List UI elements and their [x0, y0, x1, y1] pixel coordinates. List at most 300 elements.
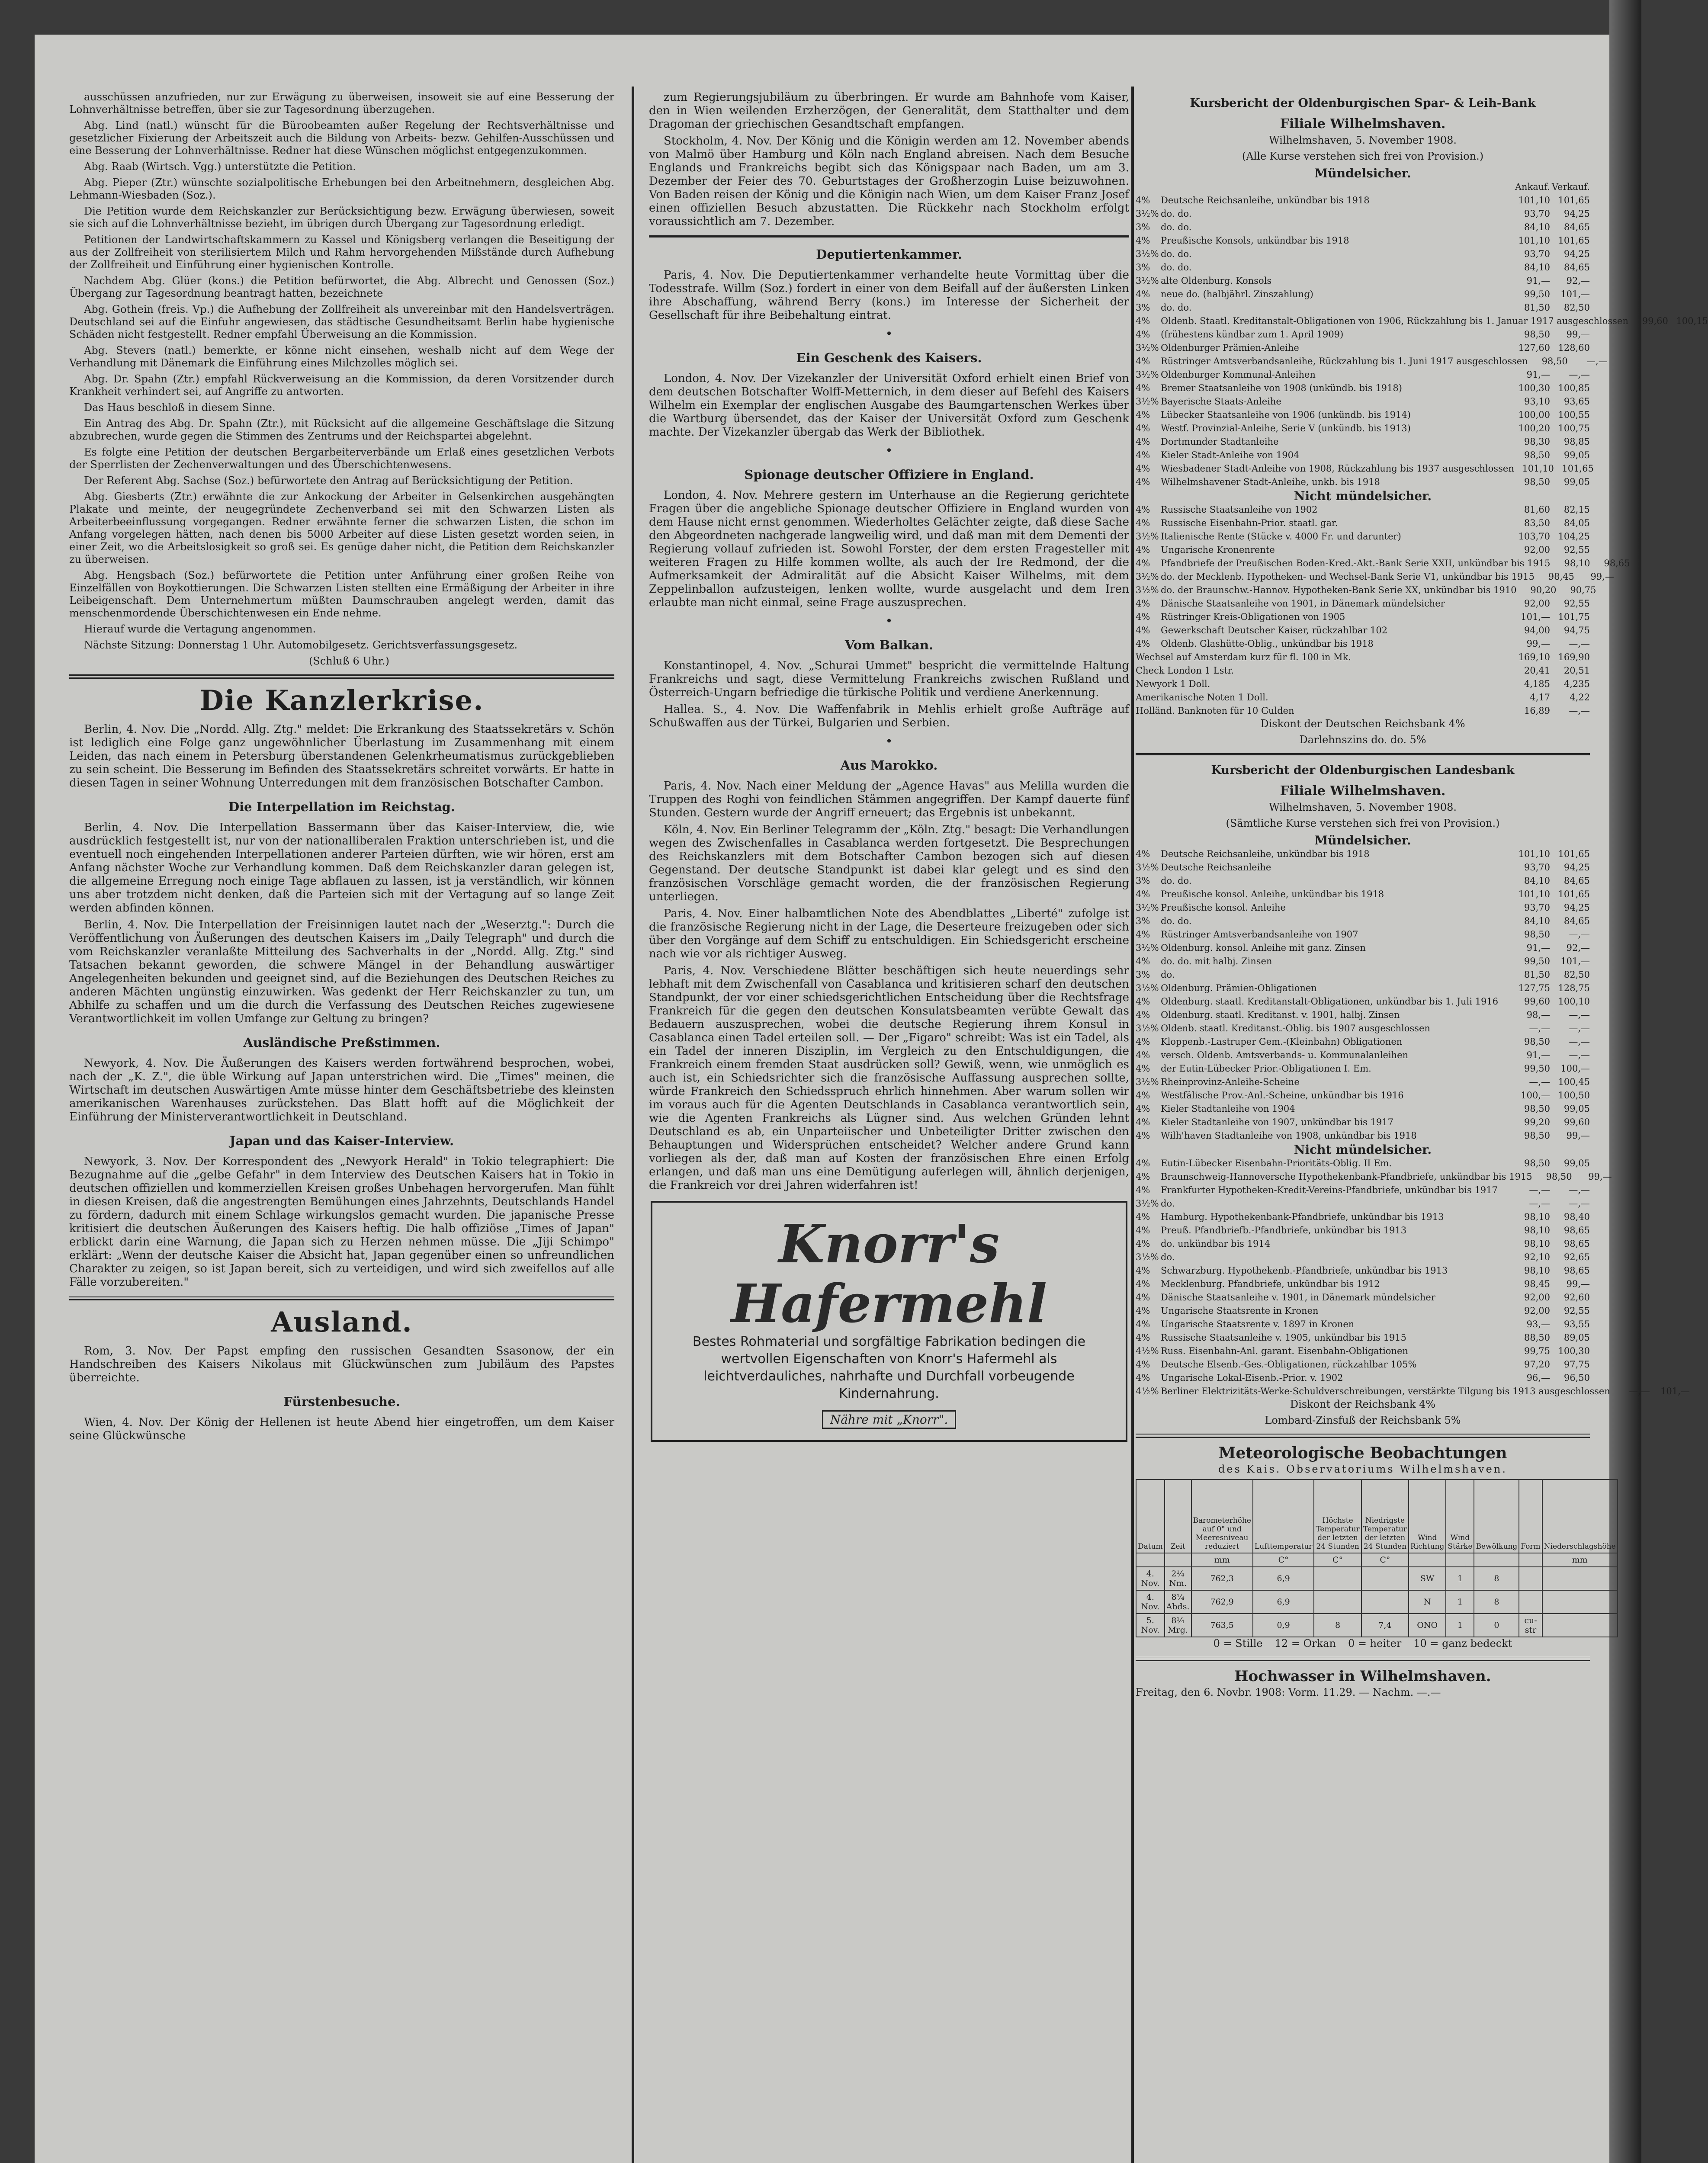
- article-paragraph: zum Regierungsjubiläum zu überbringen. Er wurde am Bahnhofe vom Kaiser, den in Wien weilenden Erzherzögen, der Generalität, dem Statthalter und dem Dragoman der griechischen Gesandtschaft empfangen.: [649, 91, 1129, 131]
- met-cell: cu-str: [1519, 1614, 1542, 1637]
- kurs-row: [1136, 968, 1590, 982]
- kurs-row: [1136, 395, 1590, 408]
- kurs-ankauf: 98,50: [1524, 1104, 1550, 1114]
- kurs-ankauf: 99,75: [1524, 1346, 1550, 1356]
- article-paragraph: Abg. Raab (Wirtsch. Vgg.) unterstützte die Petition.: [84, 160, 356, 173]
- met-header-cell: Niederschlagshöhe: [1542, 1479, 1618, 1553]
- kurs-ankauf: 98,50: [1524, 1158, 1550, 1168]
- kurs-ankauf: 4,185: [1524, 679, 1550, 689]
- ankauf-header: Ankauf.: [1515, 182, 1550, 192]
- kurs-rate: 4%: [1136, 235, 1150, 246]
- kurs-name: Braunschweig-Hannoversche Hypothekenbank-Pfandbriefe, unkündbar bis 1915: [1161, 1171, 1532, 1182]
- kurs-name: der Eutin-Lübecker Prior.-Obligationen I. Em.: [1161, 1063, 1371, 1074]
- subheading: Japan und das Kaiser-Interview.: [229, 1133, 454, 1148]
- kurs-name: do. der Braunschw.-Hannov. Hypotheken-Bank Serie XX, unkündbar bis 1910: [1161, 585, 1517, 595]
- kurs-verkauf: 84,65: [1564, 876, 1590, 886]
- met-cell: 8¼ Mrg.: [1165, 1614, 1191, 1637]
- article-paragraph: Rom, 3. Nov. Der Papst empfing den russischen Gesandten Ssasonow, der ein Handschreiben des Kaisers Nikolaus mit Glückwünschen zum Jubiläum des Papstes überreichte.: [69, 1345, 614, 1384]
- kurs-ankauf: 81,50: [1524, 302, 1550, 313]
- kurs-rate: 3½%: [1136, 209, 1159, 219]
- met-cell: [1519, 1567, 1542, 1590]
- met-header-cell: Wind Richtung: [1409, 1479, 1446, 1553]
- kurs-rate: 4%: [1136, 450, 1150, 460]
- kurs-name: do. unkündbar bis 1914: [1161, 1239, 1271, 1249]
- kurs-rate: 4%: [1136, 436, 1150, 447]
- kurs-ankauf: —,—: [1529, 1198, 1550, 1209]
- ornament-dot: •: [885, 443, 893, 458]
- kurs-ankauf: —,—: [1629, 1386, 1650, 1396]
- kurs-row: [1136, 1304, 1590, 1318]
- kurs-ankauf: 92,00: [1524, 1292, 1550, 1303]
- kurs-name: Frankfurter Hypotheken-Kredit-Vereins-Pfandbriefe, unkündbar bis 1917: [1161, 1185, 1498, 1195]
- kurs-row: [1136, 1277, 1590, 1291]
- hochwasser-text: Freitag, den 6. Novbr. 1908: Vorm. 11.29. — Nachm. —.—: [1136, 1686, 1441, 1698]
- kurs-name: Wilh'haven Stadtanleihe von 1908, unkündbar bis 1918: [1161, 1130, 1417, 1141]
- kurs-ankauf: 99,60: [1642, 316, 1668, 326]
- lombard-line: Lombard-Zinsfuß der Reichsbank 5%: [1265, 1414, 1461, 1426]
- kurs-row: [1136, 1385, 1690, 1398]
- met-cell: [1314, 1590, 1361, 1614]
- kurs-ankauf: 101,10: [1518, 235, 1550, 246]
- kurs-row: [1136, 1184, 1590, 1197]
- kurs-ankauf: 93,70: [1524, 862, 1550, 873]
- met-unit-cell: [1474, 1553, 1519, 1567]
- kursbericht-1-branch: Filiale Wilhelmshaven.: [1280, 116, 1446, 132]
- kurs-row: [1136, 341, 1590, 355]
- meteorology-header-row: [1136, 1479, 1618, 1553]
- kurs-verkauf: 4,235: [1564, 679, 1590, 689]
- kurs-name: Westfälische Prov.-Anl.-Scheine, unkündbar bis 1916: [1161, 1090, 1404, 1101]
- ornament-dot: •: [885, 327, 893, 341]
- met-header-cell: Wind Stärke: [1446, 1479, 1474, 1553]
- kurs-verkauf: 99,—: [1590, 571, 1614, 582]
- met-legend-item: 10 = ganz bedeckt: [1413, 1637, 1512, 1650]
- met-unit-cell: C°: [1361, 1553, 1409, 1567]
- kurs-ankauf: 98,50: [1546, 1171, 1572, 1182]
- kurs-row: [1136, 221, 1590, 234]
- subheading: Ein Geschenk des Kaisers.: [796, 350, 982, 365]
- kurs-name: Rheinprovinz-Anleihe-Scheine: [1161, 1077, 1300, 1087]
- kurs-ankauf: 92,00: [1524, 545, 1550, 555]
- kurs-name: Gewerkschaft Deutscher Kaiser, rückzahlbar 102: [1161, 625, 1388, 635]
- article-paragraph: ausschüssen anzufrieden, nur zur Erwägung zu überweisen, insoweit sie auf eine Besserung der Lohnverhältnisse betreffen, über sie zur Tagesordnung überzugehen.: [69, 91, 614, 116]
- kurs-row: [1136, 247, 1590, 261]
- kurs-rate: 3%: [1136, 302, 1150, 313]
- kurs-row: [1136, 382, 1590, 395]
- kurs-verkauf: 93,55: [1564, 1319, 1590, 1329]
- kurs-verkauf: 98,40: [1564, 1212, 1590, 1222]
- kurs-rate: 4%: [1136, 1225, 1150, 1236]
- kurs-ankauf: 84,10: [1524, 222, 1550, 232]
- kurs-rate: 4%: [1136, 195, 1150, 205]
- kurs-name: Deutsche Reichsanleihe, unkündbar bis 1918: [1161, 849, 1370, 859]
- kurs-verkauf: 92,55: [1564, 598, 1590, 609]
- kurs-name: Russ. Eisenbahn-Anl. garant. Eisenbahn-Obligationen: [1161, 1346, 1408, 1356]
- kurs-rate: 4%: [1136, 316, 1150, 326]
- kurs-row: [1136, 955, 1590, 968]
- kurs-rate: 4%: [1136, 1104, 1150, 1114]
- kurs-name: Bayerische Staats-Anleihe: [1161, 396, 1281, 407]
- kurs-row: [1136, 928, 1590, 941]
- kurs-verkauf: 99,—: [1566, 1279, 1590, 1289]
- kurs-verkauf: 82,15: [1564, 504, 1590, 515]
- kursbericht-2-note: (Sämtliche Kurse verstehen sich frei von Provision.): [1226, 817, 1500, 829]
- kurs-name: Pfandbriefe der Preußischen Boden-Kred.-Akt.-Bank Serie XXII, unkündbar bis 1915: [1161, 558, 1551, 568]
- kurs-ankauf: 98,10: [1524, 1212, 1550, 1222]
- article-paragraph: London, 4. Nov. Der Vizekanzler der Universität Oxford erhielt einen Brief von dem deutschen Botschafter Wolff-Metternich, in dem dieser auf Befehl des Kaisers Wilhelm ein Exemplar der englischen Ausgabe des Baumgartenschen Werkes über die Wartburg übersendet, das der Kaiser der Universität Oxford zum Geschenk machte. Der Vizekanzler übergab das Werk der Bibliothek.: [649, 372, 1129, 439]
- kurs-ankauf: 93,70: [1524, 902, 1550, 913]
- kurs-verkauf: 90,75: [1570, 585, 1596, 595]
- kurs-name: Oldenb. staatl. Kreditanst.-Oblig. bis 1907 ausgeschlossen: [1161, 1023, 1430, 1033]
- kurs-rate: 4%: [1136, 849, 1150, 859]
- kurs-verkauf: 84,65: [1564, 916, 1590, 926]
- article-paragraph: Petitionen der Landwirtschaftskammern zu Kassel und Königsberg verlangen die Beseitigung der aus der Zollfreiheit von sterilisiertem Milch und Rahm hervorgehenden Mißstände durch Aufhebung der Zollfreiheit und Einführung einer hygienischen Kontrolle.: [69, 234, 614, 271]
- kurs-rate: 3½%: [1136, 276, 1159, 286]
- kurs-verkauf: 20,51: [1564, 665, 1590, 676]
- kurs-name: Dänische Staatsanleihe von 1901, in Dänemark mündelsicher: [1161, 598, 1445, 609]
- kurs-row: [1136, 194, 1590, 207]
- kurs-verkauf: 101,65: [1558, 889, 1590, 899]
- kurs-row: [1136, 1062, 1590, 1075]
- kurs-name: do.: [1161, 1198, 1175, 1209]
- meteorology-table: [1136, 1479, 1618, 1637]
- kurs-ankauf: 94,00: [1524, 625, 1550, 635]
- kurs-ankauf: 99,50: [1524, 1063, 1550, 1074]
- wechsel-table: [1136, 651, 1590, 718]
- kurs-rate: 4%: [1136, 1332, 1150, 1343]
- kurs-name: (frühestens kündbar zum 1. April 1909): [1161, 329, 1344, 340]
- kurs-ankauf: 81,60: [1524, 504, 1550, 515]
- kurs-rate: 4%: [1136, 956, 1150, 966]
- met-cell: 4. Nov.: [1136, 1567, 1165, 1590]
- kurs-row: [1136, 995, 1590, 1008]
- kursbericht-1-note: (Alle Kurse verstehen sich frei von Provision.): [1242, 150, 1484, 162]
- kurs-verkauf: —,—: [1569, 1185, 1590, 1195]
- article-paragraph: Der Referent Abg. Sachse (Soz.) befürwortete den Antrag auf Berücksichtigung der Petition.: [84, 475, 573, 487]
- met-header-cell: Höchste Temperatur der letzten 24 Stunden: [1314, 1479, 1361, 1553]
- kurs-ankauf: 100,20: [1518, 423, 1550, 433]
- meteorology-subtitle: des Kais. Observatoriums Wilhelmshaven.: [1218, 1463, 1507, 1475]
- kurs-rate: 4%: [1136, 558, 1150, 568]
- kurs-ankauf: 103,70: [1518, 531, 1550, 542]
- kurs-name: Bremer Staatsanleihe von 1908 (unkündb. bis 1918): [1161, 383, 1402, 393]
- kurs-name: Rüstringer Amtsverbandsanleihe von 1907: [1161, 929, 1358, 940]
- kurs-row: [1136, 207, 1590, 221]
- article-paragraph: Ein Antrag des Abg. Dr. Spahn (Ztr.), mit Rücksicht auf die allgemeine Geschäftslage die Sitzung abzubrechen, wurde gegen die Stimmen des Zentrums und der Reichspartei abgelehnt.: [69, 417, 614, 442]
- kursbericht-2-date: Wilhelmshaven, 5. November 1908.: [1268, 801, 1457, 813]
- met-unit-cell: mm: [1542, 1553, 1618, 1567]
- kurs-rate: 3½%: [1136, 943, 1159, 953]
- met-unit-cell: [1446, 1553, 1474, 1567]
- kurs-rate: 4%: [1136, 289, 1150, 299]
- kursbericht-1-date: Wilhelmshaven, 5. November 1908.: [1268, 134, 1457, 146]
- kurs-name: versch. Oldenb. Amtsverbands- u. Kommunalanleihen: [1161, 1050, 1409, 1060]
- kurs-ankauf: 100,00: [1518, 410, 1550, 420]
- kurs-row: [1136, 1102, 1590, 1116]
- kurs-name: Eutin-Lübecker Eisenbahn-Prioritäts-Oblig. II Em.: [1161, 1158, 1392, 1168]
- kurs-rate: 3½%: [1136, 571, 1159, 582]
- kurs-ankauf: 101,10: [1518, 195, 1550, 205]
- met-cell: 8: [1314, 1614, 1361, 1637]
- kurs-ankauf: 92,10: [1524, 1252, 1550, 1262]
- met-cell: 762,9: [1191, 1590, 1253, 1614]
- kurs-ankauf: —,—: [1529, 1185, 1550, 1195]
- kurs-ankauf: 101,—: [1521, 612, 1550, 622]
- kurs-verkauf: 100,—: [1560, 1063, 1590, 1074]
- kurs-verkauf: 99,05: [1564, 1158, 1590, 1168]
- article-paragraph: Konstantinopel, 4. Nov. „Schurai Ummet" bespricht die vermittelnde Haltung Frankreichs und sagt, diese Vermittelung Frankreichs zwischen Rußland und Österreich-Ungarn befriedige die türkische Politik und verdiene Anerkennung.: [649, 659, 1129, 699]
- article-paragraph: Hierauf wurde die Vertagung angenommen.: [84, 623, 316, 635]
- met-cell: SW: [1409, 1567, 1446, 1590]
- kurs-row: [1136, 1049, 1590, 1062]
- met-cell: [1542, 1590, 1618, 1614]
- kurs-verkauf: 92,—: [1566, 276, 1590, 286]
- article-paragraph: Berlin, 4. Nov. Die „Nordd. Allg. Ztg." meldet: Die Erkrankung des Staatssekretärs v. Schön ist lediglich eine Folge ganz ungewöhnlicher Überlastung im Zusammenhang mit einem Leiden, das nach einem in Petersburg überstandenen Gelenkrheumatismus zurückgeblieben zu sein scheint. Die Besserung im Befinden des Staatssekretärs schreitet vorwärts. Er hatte in diesen Tagen in seiner Wohnung Unterredungen mit dem französischen Botschafter Cambon.: [69, 723, 614, 789]
- kurs-verkauf: 99,—: [1588, 1171, 1612, 1182]
- kurs-row: [1136, 861, 1590, 874]
- kurs-ankauf: 84,10: [1524, 876, 1550, 886]
- article-paragraph: Das Haus beschloß in diesem Sinne.: [84, 401, 276, 414]
- kurs-ankauf: 84,10: [1524, 262, 1550, 273]
- kurs-rate: 4%: [1136, 1212, 1150, 1222]
- kurs-verkauf: 98,65: [1564, 1225, 1590, 1236]
- kurs-name: Rüstringer Amtsverbandsanleihe, Rückzahlung bis 1. Juni 1917 ausgeschlossen: [1161, 356, 1528, 366]
- kurs-verkauf: 84,65: [1564, 222, 1590, 232]
- kurs-rate: 4%: [1136, 612, 1150, 622]
- kurs-rate: 3%: [1136, 222, 1150, 232]
- kurs-verkauf: 101,65: [1558, 235, 1590, 246]
- kurs-name: Wilhelmshavener Stadt-Anleihe, unkb. bis 1918: [1161, 477, 1380, 487]
- kurs-row: [1136, 651, 1590, 664]
- kurs-verkauf: 101,—: [1660, 1386, 1690, 1396]
- kurs-name: do. do. mit halbj. Zinsen: [1161, 956, 1272, 966]
- kurs-rate: 4%: [1136, 410, 1150, 420]
- kurs-verkauf: 100,10: [1558, 996, 1590, 1007]
- kurs-ankauf: 88,50: [1524, 1332, 1550, 1343]
- kurs-rate: 4%: [1136, 1279, 1150, 1289]
- kurs-verkauf: 101,75: [1558, 612, 1590, 622]
- kurs-verkauf: 100,55: [1558, 410, 1590, 420]
- kurs-row: [1136, 530, 1590, 543]
- article-paragraph: Stockholm, 4. Nov. Der König und die Königin werden am 12. November abends von Malmö über Hamburg und Köln nach England abreisen. Nach dem Besuche Englands und Frankreichs begibt sich das Königspaar nach Baden, um am 3. Dezember der Feier des 70. Geburtstages der Großherzogin Luise beizuwohnen. Von Baden reisen der König und die Königin nach Wien, um dem Kaiser Franz Josef einen offiziellen Besuch abzustatten. Die Rückkehr nach Stockholm erfolgt voraussichtlich am 7. Dezember.: [649, 135, 1129, 228]
- kurs-row: [1136, 874, 1590, 888]
- kurs-name: Lübecker Staatsanleihe von 1906 (unkündb. bis 1914): [1161, 410, 1411, 420]
- kurs-name: Oldenburg. konsol. Anleihe mit ganz. Zinsen: [1161, 943, 1366, 953]
- kurs-name: Dänische Staatsanleihe v. 1901, in Dänemark mündelsicher: [1161, 1292, 1435, 1303]
- kurs-verkauf: 101,65: [1558, 849, 1590, 859]
- kurs-row: [1136, 610, 1590, 624]
- nicht-muendelsicher-heading: Nicht mündelsicher.: [1294, 1142, 1432, 1157]
- kurs-name: Amerikanische Noten 1 Doll.: [1136, 692, 1268, 703]
- met-cell: 8: [1474, 1567, 1519, 1590]
- kurs-ankauf: 83,50: [1524, 518, 1550, 528]
- kurs-row: [1136, 1035, 1590, 1049]
- kurs-name: Kloppenb.-Lastruper Gem.-(Kleinbahn) Obligationen: [1161, 1037, 1403, 1047]
- kurs-verkauf: 100,15: [1676, 316, 1708, 326]
- ornament-dot: •: [885, 614, 893, 628]
- met-row: [1136, 1567, 1618, 1590]
- kurs-row: [1136, 888, 1590, 901]
- kurs-row: [1136, 301, 1590, 315]
- kurs-rate: 4%: [1136, 1319, 1150, 1329]
- muendelsicher-heading: Mündelsicher.: [1314, 833, 1411, 847]
- met-cell: 2¼ Nm.: [1165, 1567, 1191, 1590]
- met-cell: 8¼ Abds.: [1165, 1590, 1191, 1614]
- kurs-row: [1136, 288, 1590, 301]
- kurs-row: [1136, 408, 1590, 422]
- kurs-ankauf: 98,10: [1524, 1239, 1550, 1249]
- headline-ausland: Ausland.: [271, 1306, 413, 1338]
- kurs-name: Russische Staatsanleihe von 1902: [1161, 504, 1318, 515]
- column-rule: [1131, 87, 1134, 2163]
- kurs-ankauf: 99,60: [1524, 996, 1550, 1007]
- kurs-ankauf: —,—: [1529, 1023, 1550, 1033]
- kurs-rate: 4%: [1136, 625, 1150, 635]
- kurs-name: Kieler Stadtanleihe von 1907, unkündbar bis 1917: [1161, 1117, 1393, 1127]
- kurs-verkauf: —,—: [1569, 369, 1590, 380]
- article-paragraph: Abg. Giesberts (Ztr.) erwähnte die zur Ankockung der Arbeiter in Gelsenkirchen ausgehängten Plakate und meinte, der neugegründete Zechenverband sei mit den Schwarzen Listen als Arbeiterbeeinflussung vorgegangen. Redner erwähnte ferner die schwarzen Listen, die schon im Anfang vorgelegen hätten, nach denen bis 5000 Arbeiter auf diese Listen gesetzt worden seien, in einer Zeit, wo die Arbeitslosigkeit so groß sei. Es genüge daher nicht, die Petition dem Reichskanzler zu überweisen.: [69, 491, 614, 565]
- kurs-row: [1136, 503, 1590, 517]
- kurs-verkauf: —,—: [1569, 639, 1590, 649]
- kurs-rate: 4%: [1136, 1373, 1150, 1383]
- kursbericht-2-branch: Filiale Wilhelmshaven.: [1280, 783, 1446, 799]
- kurs-name: Wechsel auf Amsterdam kurz für fl. 100 in Mk.: [1136, 652, 1351, 662]
- kurs-row: [1136, 624, 1590, 637]
- kurs-ankauf: 98,10: [1524, 1225, 1550, 1236]
- kurs-ankauf: 91,—: [1526, 1050, 1550, 1060]
- kurs-verkauf: 100,75: [1558, 423, 1590, 433]
- kurs-row: [1136, 328, 1590, 341]
- kurs-row: [1136, 847, 1590, 861]
- kurs-verkauf: —,—: [1569, 1037, 1590, 1047]
- article-paragraph: Hallea. S., 4. Nov. Die Waffenfabrik in Mehlis erhielt große Aufträge auf Schußwaffen aus der Türkei, Bulgarien und Serbien.: [649, 703, 1129, 729]
- kurs-rate: 4%: [1136, 383, 1150, 393]
- kurs-rate: 4%: [1136, 1117, 1150, 1127]
- kurs-name: Kieler Stadtanleihe von 1904: [1161, 1104, 1295, 1114]
- kurs-verkauf: 99,05: [1564, 1104, 1590, 1114]
- column-3: [1136, 91, 1708, 2163]
- kurs-name: Westf. Provinzial-Anleihe, Serie V (unkündb. bis 1913): [1161, 423, 1411, 433]
- kurs-row: [1136, 570, 1614, 584]
- kurs-verkauf: 98,65: [1564, 1239, 1590, 1249]
- kurs-ankauf: 98,50: [1524, 929, 1550, 940]
- kurs-name: Oldenburg. staatl. Kreditanstalt-Obligationen, unkündbar bis 1. Juli 1916: [1161, 996, 1499, 1007]
- met-header-cell: Barometerhöhe auf 0° und Meeresniveau reduziert: [1191, 1479, 1253, 1553]
- kurs-verkauf: 99,05: [1564, 477, 1590, 487]
- kurs-rate: 4%: [1136, 1306, 1150, 1316]
- kurs-ankauf: 92,00: [1524, 598, 1550, 609]
- met-unit-cell: mm: [1191, 1553, 1253, 1567]
- kurs-row: [1136, 1197, 1590, 1210]
- muendelsicher-heading: Mündelsicher.: [1314, 166, 1411, 180]
- kurs-name: Hamburg. Hypothekenbank-Pfandbriefe, unkündbar bis 1913: [1161, 1212, 1444, 1222]
- kurs-name: Oldenb. Glashütte-Oblig., unkündbar bis 1918: [1161, 639, 1374, 649]
- kurs-name: neue do. (halbjährl. Zinszahlung): [1161, 289, 1313, 299]
- ornament-dot: •: [885, 734, 893, 748]
- kurs-rate: 3½%: [1136, 531, 1159, 542]
- kurs-name: Ungarische Lokal-Eisenb.-Prior. v. 1902: [1161, 1373, 1343, 1383]
- subheading: Deputiertenkammer.: [816, 247, 962, 262]
- kurs-rate: 3½%: [1136, 1252, 1159, 1262]
- kurs-name: do. der Mecklenb. Hypotheken- und Wechsel-Bank Serie V1, unkündbar bis 1915: [1161, 571, 1535, 582]
- kurs-name: do. do.: [1161, 302, 1192, 313]
- kurs-name: Russische Eisenbahn-Prior. staatl. gar.: [1161, 518, 1338, 528]
- met-header-cell: Lufttemperatur: [1253, 1479, 1314, 1553]
- kurs-ankauf: 90,20: [1530, 585, 1557, 595]
- headline-kanzlerkrise: Die Kanzlerkrise.: [199, 684, 484, 717]
- kurs-rate: 4%: [1136, 929, 1150, 940]
- kurs-name: do. do.: [1161, 249, 1192, 259]
- kurs-name: Newyork 1 Doll.: [1136, 679, 1210, 689]
- section-divider: [1136, 1657, 1590, 1661]
- article-paragraph: Paris, 4. Nov. Einer halbamtlichen Note des Abendblattes „Liberté" zufolge ist die französische Regierung nicht in der Lage, die Deserteure freizugeben oder sich über den Vorgänge auf dem Schiff zu entschuldigen. Ein Schiedsgericht erscheine nach wie vor als richtiger Ausweg.: [649, 907, 1129, 960]
- kurs-ankauf: 91,—: [1526, 369, 1550, 380]
- subheading: Fürstenbesuche.: [283, 1394, 400, 1409]
- kurs-ankauf: 99,—: [1526, 639, 1550, 649]
- kurs-row: [1136, 901, 1590, 915]
- kurs-rate: 3½%: [1136, 902, 1159, 913]
- met-cell: 0,9: [1253, 1614, 1314, 1637]
- kurs-ankauf: 127,60: [1518, 343, 1550, 353]
- kurs-ankauf: 93,70: [1524, 209, 1550, 219]
- kurs-verkauf: —,—: [1569, 1198, 1590, 1209]
- kurs-name: Oldenburg. staatl. Kreditanst. v. 1901, halbj. Zinsen: [1161, 1010, 1400, 1020]
- met-cell: 6,9: [1253, 1567, 1314, 1590]
- kurs-row: [1136, 1022, 1590, 1035]
- kurs-ankauf: 100,30: [1518, 383, 1550, 393]
- kurs-verkauf: 94,25: [1564, 249, 1590, 259]
- kurs-rate: 3½%: [1136, 585, 1159, 595]
- kursbericht-2-table-2: [1136, 1157, 1690, 1398]
- kurs-verkauf: 99,60: [1564, 1117, 1590, 1127]
- met-cell: 1: [1446, 1590, 1474, 1614]
- kurs-name: do.: [1161, 969, 1175, 980]
- kurs-rate: 4½%: [1136, 1386, 1159, 1396]
- kurs-row: [1136, 1089, 1590, 1102]
- kurs-verkauf: 100,50: [1558, 1090, 1590, 1101]
- met-cell: 762,3: [1191, 1567, 1253, 1590]
- kurs-rate: 4%: [1136, 423, 1150, 433]
- kurs-rate: 4%: [1136, 504, 1150, 515]
- ad-brand-name: Knorr's: [778, 1213, 1000, 1275]
- kurs-row: [1136, 315, 1708, 328]
- met-unit-cell: C°: [1314, 1553, 1361, 1567]
- kurs-verkauf: 100,45: [1558, 1077, 1590, 1087]
- kurs-ankauf: 98,45: [1548, 571, 1574, 582]
- kurs-row: [1136, 584, 1596, 597]
- column-1: [69, 91, 614, 2163]
- kurs-row: [1136, 462, 1594, 475]
- column-rule: [632, 87, 634, 2163]
- kurs-row: [1136, 261, 1590, 274]
- met-cell: 763,5: [1191, 1614, 1253, 1637]
- meteorology-legend: [1136, 1637, 1590, 1650]
- met-cell: 0: [1474, 1614, 1519, 1637]
- kursbericht-2-table: [1136, 847, 1590, 1142]
- kurs-name: Schwarzburg. Hypothekenb.-Pfandbriefe, unkündbar bis 1913: [1161, 1265, 1448, 1276]
- kurs-row: [1136, 1170, 1612, 1184]
- kurs-name: Mecklenburg. Pfandbriefe, unkündbar bis 1912: [1161, 1279, 1380, 1289]
- kurs-ankauf: 99,50: [1524, 956, 1550, 966]
- kurs-name: Preußische konsol. Anleihe: [1161, 902, 1286, 913]
- kurs-verkauf: 128,75: [1558, 983, 1590, 993]
- met-cell: 1: [1446, 1614, 1474, 1637]
- kurs-row: [1136, 234, 1590, 247]
- article-paragraph: Wien, 4. Nov. Der König der Hellenen ist heute Abend hier eingetroffen, um dem Kaiser seine Glückwünsche: [69, 1416, 614, 1442]
- kurs-rate: 3%: [1136, 916, 1150, 926]
- kurs-verkauf: 84,65: [1564, 262, 1590, 273]
- kurs-rate: 4%: [1136, 463, 1150, 474]
